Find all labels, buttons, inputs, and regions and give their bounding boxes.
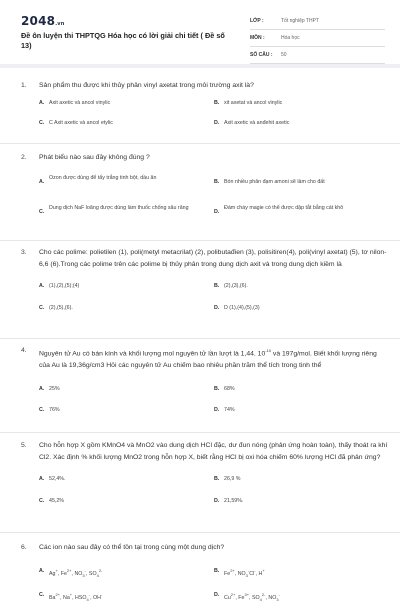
option-d[interactable]: D. D (1),(4),(5),(3): [214, 305, 260, 311]
option-a[interactable]: A. Ozon được dùng để tẩy trắng tinh bột, dầu ăn: [39, 175, 157, 185]
option-c[interactable]: C. C Axit axetic và ancol etylic: [39, 120, 113, 126]
meta-value: Tốt nghiệp THPT: [281, 18, 319, 24]
question-number: 2.: [21, 154, 27, 161]
meta-row-subject: [250, 30, 385, 47]
option-d[interactable]: D. 74%: [214, 407, 235, 414]
option-b[interactable]: B. (2),(3),(6).: [214, 283, 248, 289]
option-c[interactable]: C. $Ba^{2+}$, Na+, $HSO_4^-$, OH-: [39, 592, 103, 602]
site-logo[interactable]: [21, 14, 65, 28]
meta-row-count: [250, 47, 385, 64]
question-text: Các ion nào sau đây có thể tồn tại trong cùng một dung dịch?: [39, 544, 225, 551]
option-b[interactable]: B. Bón nhiều phân đạm amoni sẽ làm cho đất: [214, 179, 325, 185]
question-separator: [0, 338, 400, 339]
question-text: Cho hỗn hợp X gồm KMnO4 và MnO2 vào dung dịch HCl đặc, dư đun nóng (phản ứng hoàn toàn), thấy thoát ra khí Cl2. Xác định % khối lượng MnO2 trong hỗn hợp X, biết rằng HCl bị oxi hóa chiếm 60% lượng HCl đã phản ứng?: [39, 442, 388, 461]
option-a[interactable]: A. 52,4%.: [39, 476, 66, 482]
option-d[interactable]: D. Đám cháy magie có thể được dập tắt bằng cát khô: [214, 205, 344, 215]
question-2: [21, 152, 389, 233]
option-b[interactable]: B. 26,9 %: [214, 476, 241, 482]
option-d[interactable]: D. $Cu^{2+}$, $Fe^{3+}$, $SO_4^{2-}$, $NO_3^-$: [214, 592, 280, 602]
logo-text: 2048: [21, 14, 56, 28]
question-4: [21, 345, 389, 419]
question-separator: [0, 532, 400, 533]
question-text: Nguyên tử Au có bán kính và khối lượng mol nguyên tử lần lượt là 1,44. $10^{-10}$ và 197g/mol. Biết khối lượng riêng của Au là 19,36g/cm3 Hỏi các nguyên tử Au chiếm bao nhiêu phần trăm thể tích trong tinh thể: [39, 348, 377, 370]
option-b[interactable]: B. xit axetat và ancol vinylic: [214, 100, 283, 106]
meta-value: 50: [281, 52, 287, 58]
meta-row-class: [250, 13, 385, 30]
question-number: 1.: [21, 82, 27, 89]
logo-suffix: .vn: [55, 21, 65, 27]
header-divider: [0, 64, 400, 68]
question-5: [21, 440, 389, 511]
question-number: 5.: [21, 442, 27, 449]
option-a[interactable]: A. Ag+, $Fe^{2+}$, $NO_3^-$, $SO_4^{2-}$: [39, 568, 103, 578]
question-separator: [0, 432, 400, 433]
meta-value: Hóa học: [281, 35, 300, 41]
option-d[interactable]: D. Axit axetic và anđehit axetic: [214, 120, 290, 126]
option-c[interactable]: C. (2),(5),(6).: [39, 305, 73, 311]
option-c[interactable]: C. Dung dịch NaF loãng được dùng làm thuốc chống sâu răng: [39, 205, 189, 215]
meta-key: MÔN :: [250, 35, 265, 41]
document-header: [0, 0, 400, 64]
option-c[interactable]: C. 76%: [39, 407, 60, 414]
question-text: Sản phẩm thu được khi thủy phân vinyl axetat trong môi trường axit là?: [39, 82, 254, 89]
option-d[interactable]: D. 21,59%.: [214, 498, 244, 504]
option-b[interactable]: B. 68%: [214, 386, 235, 393]
option-a[interactable]: A. Axit axetic và ancol vinylic: [39, 100, 111, 106]
question-text: Cho các polime: polietilen (1), poli(metyl metacrilat) (2), polibutađien (3), polisitiren(4), poli(vinyl axetat) (5), tơ nilon-6,6 (6).Trong các polime trên các polime bị thủy phân trong dung dịch axit và trong dung dịch kiềm là: [39, 249, 387, 268]
option-a[interactable]: A. 25%: [39, 386, 60, 393]
meta-key: SỐ CÂU :: [250, 52, 273, 58]
question-number: 3.: [21, 249, 27, 256]
question-separator: [0, 143, 400, 144]
option-c[interactable]: C. 45,2%: [39, 498, 65, 504]
question-1: [21, 80, 389, 135]
meta-key: LỚP :: [250, 18, 264, 24]
document-title: Đề ôn luyện thi THPTQG Hóa học có lời giải chi tiết ( Đề số 13): [21, 31, 225, 50]
question-number: 6.: [21, 544, 27, 551]
question-6: [21, 542, 389, 601]
question-text: Phát biểu nào sau đây không đúng ?: [39, 154, 150, 161]
question-number: 4.: [21, 347, 27, 354]
document-meta: [250, 13, 385, 64]
option-b[interactable]: B. $Fe^{2+}$, $NO_3^-Cl^-$, H+: [214, 568, 265, 578]
question-3: [21, 247, 389, 318]
option-a[interactable]: A. (1),(2),(5);(4): [39, 283, 80, 289]
question-separator: [0, 240, 400, 241]
